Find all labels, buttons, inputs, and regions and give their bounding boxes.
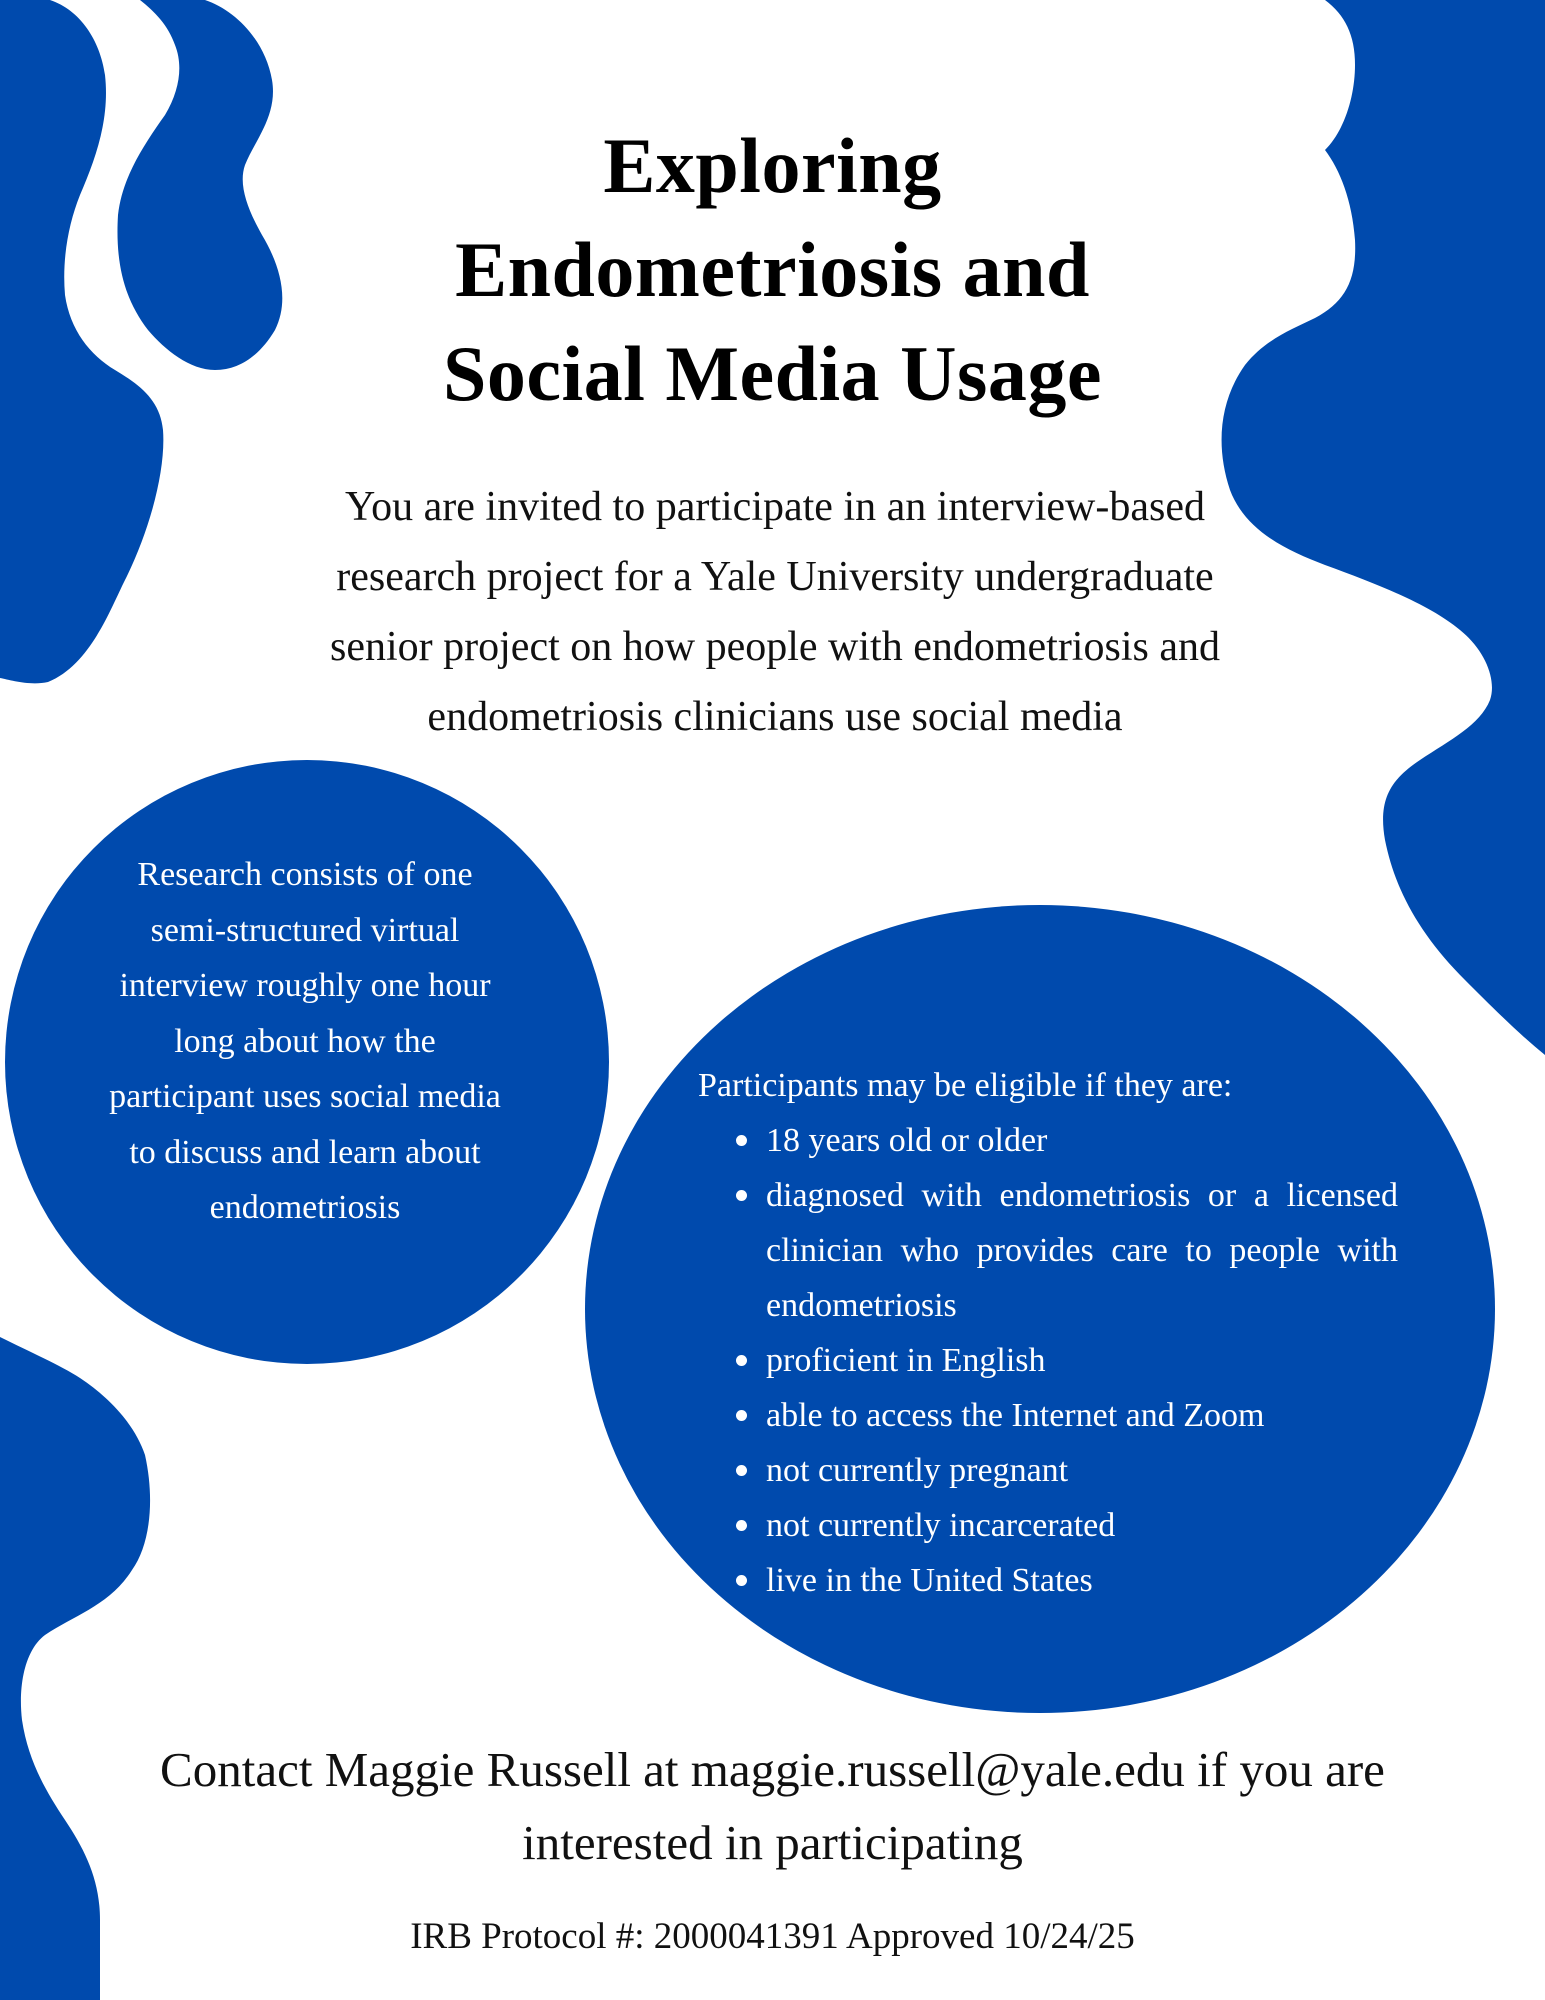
intro-line: senior project on how people with endometriosis and bbox=[330, 624, 1220, 670]
bullet-dot-icon bbox=[736, 1575, 747, 1586]
intro-line: research project for a Yale University undergraduate bbox=[336, 554, 1214, 600]
list-item-text: 18 years old or older bbox=[766, 1122, 1048, 1159]
title-line: Exploring bbox=[603, 122, 942, 210]
list-item bbox=[736, 1388, 1398, 1443]
bullet-dot-icon bbox=[736, 1410, 747, 1421]
eligibility-section bbox=[698, 1058, 1398, 1608]
intro-line: You are invited to participate in an interview-based bbox=[345, 484, 1205, 530]
list-item-text: diagnosed with endometriosis or a licensed clinician who provides care to people with endometriosis bbox=[766, 1177, 1398, 1324]
list-item bbox=[736, 1168, 1398, 1333]
contact-line: interested in participating bbox=[522, 1815, 1023, 1870]
research-line: semi-structured virtual bbox=[150, 911, 460, 949]
blob-top-left-outer bbox=[0, 0, 163, 683]
bullet-dot-icon bbox=[736, 1520, 747, 1531]
list-item-text: able to access the Internet and Zoom bbox=[766, 1397, 1265, 1434]
list-item bbox=[736, 1553, 1398, 1608]
research-line: Research consists of one bbox=[137, 856, 473, 893]
intro-line: endometriosis clinicians use social media bbox=[427, 694, 1123, 740]
bullet-dot-icon bbox=[736, 1190, 747, 1201]
research-description bbox=[60, 847, 550, 1236]
list-item-text: live in the United States bbox=[766, 1562, 1093, 1599]
list-item-text: proficient in English bbox=[766, 1342, 1046, 1379]
blob-bottom-left bbox=[0, 1337, 150, 2000]
bullet-dot-icon bbox=[736, 1355, 747, 1366]
blob-top-left-inner bbox=[117, 0, 282, 370]
research-line: interview roughly one hour bbox=[119, 967, 491, 1004]
research-line: endometriosis bbox=[209, 1189, 401, 1226]
research-line: participant uses social media bbox=[109, 1078, 501, 1115]
list-item-text: not currently incarcerated bbox=[766, 1507, 1116, 1544]
research-line: long about how the bbox=[174, 1022, 436, 1060]
research-line: to discuss and learn about bbox=[129, 1133, 481, 1171]
title-line: Endometriosis and bbox=[455, 226, 1090, 314]
contact-info bbox=[40, 1733, 1505, 1879]
eligibility-heading: Participants may be eligible if they are: bbox=[698, 1067, 1233, 1104]
list-item bbox=[736, 1443, 1398, 1498]
bullet-dot-icon bbox=[736, 1135, 747, 1146]
eligibility-list bbox=[698, 1113, 1398, 1608]
list-item bbox=[736, 1498, 1398, 1553]
list-item-text: not currently pregnant bbox=[766, 1452, 1069, 1489]
page-title bbox=[330, 114, 1215, 426]
list-item bbox=[736, 1333, 1398, 1388]
bullet-dot-icon bbox=[736, 1465, 747, 1476]
list-item bbox=[736, 1113, 1398, 1168]
title-line: Social Media Usage bbox=[443, 330, 1102, 418]
irb-protocol: IRB Protocol #: 2000041391 Approved 10/24/25 bbox=[410, 1916, 1135, 1957]
contact-line: Contact Maggie Russell at maggie.russell@yale.edu if you are bbox=[160, 1742, 1385, 1797]
intro-paragraph bbox=[220, 472, 1330, 752]
